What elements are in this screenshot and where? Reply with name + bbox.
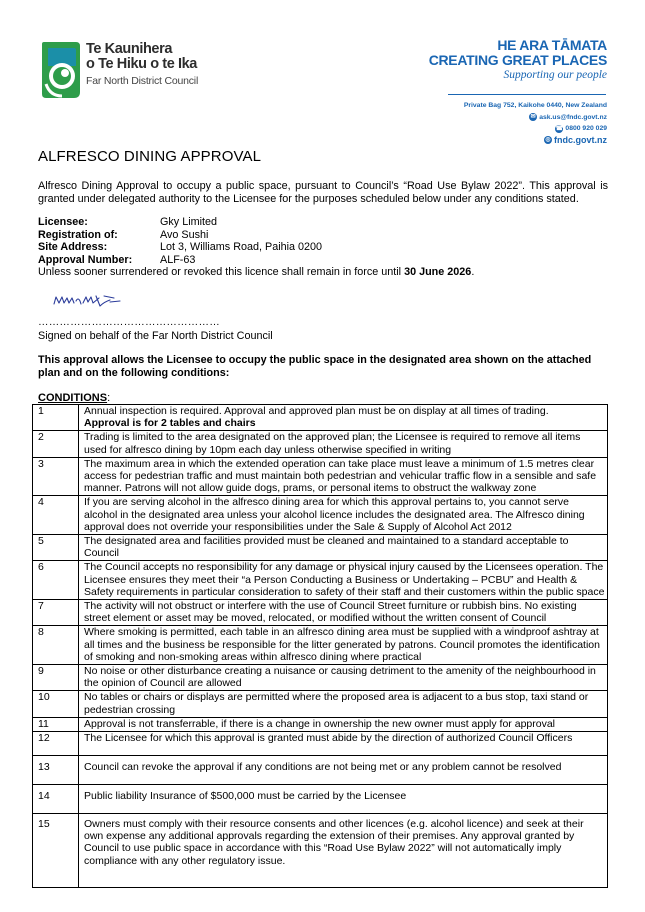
signature-mark	[52, 288, 132, 312]
validity-date: 30 June 2026	[404, 266, 472, 278]
validity-statement	[38, 266, 474, 279]
field-label: Approval Number:	[38, 253, 133, 266]
council-logo	[38, 40, 208, 102]
signature-caption: Signed on behalf of the Far North District Council	[38, 330, 273, 342]
field-value: Gky Limited	[160, 216, 217, 228]
condition-text: No tables or chairs or displays are permitted where the proposed area is adjacent to a bus stop, taxi stand or pedestrian crossing	[79, 691, 608, 717]
condition-number: 4	[33, 496, 79, 535]
logo-line-2: o Te Hiku o te Ika	[86, 56, 197, 72]
brand-block	[429, 38, 607, 81]
intro-paragraph: Alfresco Dining Approval to occupy a public space, pursuant to Council’s “Road Use Bylaw 2022”. This approval is granted under delegated authority to the Licensee for the purposes scheduled below under any conditions stated.	[38, 180, 608, 205]
condition-row	[33, 626, 608, 665]
address-text: Private Bag 752, Kaikohe 0440, New Zealand	[463, 102, 607, 109]
condition-row	[33, 600, 608, 626]
condition-number: 13	[33, 756, 79, 785]
field-row-licensee	[38, 216, 322, 229]
contact-phone	[464, 123, 607, 135]
field-value: ALF-63	[160, 253, 196, 266]
condition-number: 11	[33, 717, 79, 731]
globe-icon: ◎	[545, 137, 551, 144]
validity-prefix: Unless sooner surrendered or revoked this licence shall remain in force until	[38, 266, 405, 278]
condition-body: Annual inspection is required. Approval and approved plan must be on display at all times of trading.	[84, 405, 549, 417]
condition-text: The maximum area in which the extended operation can take place must leave a minimum of 1.5 metres clear access for pedestrian traffic and must maintain both pedestrian and vehicular traffic flow in a sensible and safe manner. Patrons will not allow guide dogs, prams, or personal items to obstruct the walkway zone	[79, 457, 608, 496]
condition-row	[33, 785, 608, 814]
condition-text: No noise or other disturbance creating a nuisance or causing detriment to the amenity of the neighbourhood in the opinion of Council are allowed	[79, 665, 608, 691]
condition-row	[33, 814, 608, 888]
condition-text: Trading is limited to the area designated on the approved plan; the Licensee is required to remove all items used for alfresco dining by 10pm each day unless otherwise specified in writing	[79, 431, 608, 457]
contact-website	[464, 135, 607, 147]
website-text[interactable]: fndc.govt.nz	[554, 134, 607, 145]
condition-text: The designated area and facilities provided must be cleaned and maintained to a standard acceptable to Council	[79, 535, 608, 561]
field-label: Registration of:	[38, 228, 118, 241]
conditions-heading-colon: :	[107, 392, 111, 404]
condition-number: 5	[33, 535, 79, 561]
condition-emphasis: Approval is for 2 tables and chairs	[84, 417, 256, 430]
condition-text: The activity will not obstruct or interfere with the use of Council Street furniture or rubbish bins. No existing street element or asset may be moved, relocated, or modified without the written consent of Council	[79, 600, 608, 626]
condition-text: If you are serving alcohol in the alfresco dining area for which this approval pertains to, you cannot serve alcohol in the designated area unless your alcohol licence includes the designated area. The Alfresco dining approval does not override your responsibilities under the Sale & Supply of Alcohol Act 2012	[79, 496, 608, 535]
condition-text: Owners must comply with their resource consents and other licences (e.g. alcohol licence) and seek at their own expense any additional approvals regarding the extension of their premises. Any approval granted by Council to use public space in accordance with this “Road Use Bylaw 2022” will not automatically imply compliance with any other regulatory issue.	[79, 814, 608, 888]
logo-line-3: Far North District Council	[86, 75, 199, 87]
council-name	[86, 42, 198, 89]
condition-row	[33, 665, 608, 691]
logo-line-1: Te Kaunihera	[86, 41, 172, 57]
condition-number: 10	[33, 691, 79, 717]
condition-text: The Council accepts no responsibility for any damage or physical injury caused by the Licensees operation. The Licensee ensures they meet their “a Person Conducting a Business or Undertaking – PCBU” and Health & Safety requirements in particular consideration to safety of their staff and their customers within the public space	[79, 561, 608, 600]
condition-number: 6	[33, 561, 79, 600]
condition-text	[79, 405, 608, 431]
contact-address	[464, 100, 607, 112]
email-text[interactable]: ask.us@fndc.govt.nz	[539, 113, 607, 121]
field-row-site-address	[38, 241, 322, 254]
conditions-heading-text: CONDITIONS	[38, 392, 108, 404]
condition-number: 15	[33, 814, 79, 888]
condition-row	[33, 691, 608, 717]
approval-scope: This approval allows the Licensee to occupy the public space in the designated area shown on the attached plan and on the following conditions:	[38, 354, 592, 379]
condition-text: Approval is not transferrable, if there is a change in ownership the new owner must apply for approval	[79, 717, 608, 731]
condition-text: Council can revoke the approval if any conditions are not being met or any problem cannot be resolved	[79, 756, 608, 785]
conditions-table	[32, 404, 608, 888]
field-value: Lot 3, Williams Road, Paihia 0200	[160, 241, 323, 253]
condition-row	[33, 405, 608, 431]
conditions-heading	[38, 392, 110, 404]
validity-suffix: .	[471, 266, 475, 278]
condition-row	[33, 496, 608, 535]
email-icon: ✉	[530, 114, 536, 121]
contact-block	[464, 100, 607, 146]
condition-text: The Licensee for which this approval is granted must abide by the direction of authorized Council Officers	[79, 732, 608, 756]
condition-text: Where smoking is permitted, each table in an alfresco dining area must be supplied with a windproof ashtray at all times and the business be responsible for the litter generated by patrons. Council promotes the identification of smoking and non-smoking areas within alfresco dining where practical	[79, 626, 608, 665]
condition-row	[33, 756, 608, 785]
brand-tagline: Supporting our people	[503, 69, 607, 81]
condition-text: Public liability Insurance of $500,000 must be carried by the Licensee	[79, 785, 608, 814]
condition-row	[33, 717, 608, 731]
condition-number: 9	[33, 665, 79, 691]
brand-line-2: CREATING GREAT PLACES	[428, 52, 607, 68]
field-value: Avo Sushi	[160, 228, 209, 241]
field-label: Licensee:	[38, 216, 88, 228]
condition-number: 1	[33, 405, 79, 431]
koru-logo-icon	[38, 40, 82, 100]
contact-email	[464, 112, 607, 124]
phone-icon: ☎	[555, 125, 564, 132]
brand-divider	[448, 94, 606, 95]
condition-number: 14	[33, 785, 79, 814]
condition-row	[33, 732, 608, 756]
condition-number: 3	[33, 457, 79, 496]
brand-line-1: HE ARA TĀMATA	[497, 37, 607, 53]
licence-details	[38, 216, 322, 266]
condition-number: 2	[33, 431, 79, 457]
condition-row	[33, 561, 608, 600]
condition-row	[33, 535, 608, 561]
field-row-approval-number	[38, 254, 322, 267]
condition-number: 12	[33, 732, 79, 756]
condition-row	[33, 457, 608, 496]
condition-number: 8	[33, 626, 79, 665]
condition-number: 7	[33, 600, 79, 626]
phone-text: 0800 920 029	[565, 125, 607, 132]
signature-line: ……………………………………………	[38, 316, 220, 328]
field-row-registration	[38, 229, 322, 242]
field-label: Site Address:	[38, 241, 108, 253]
document-title: ALFRESCO DINING APPROVAL	[38, 148, 262, 165]
condition-row	[33, 431, 608, 457]
